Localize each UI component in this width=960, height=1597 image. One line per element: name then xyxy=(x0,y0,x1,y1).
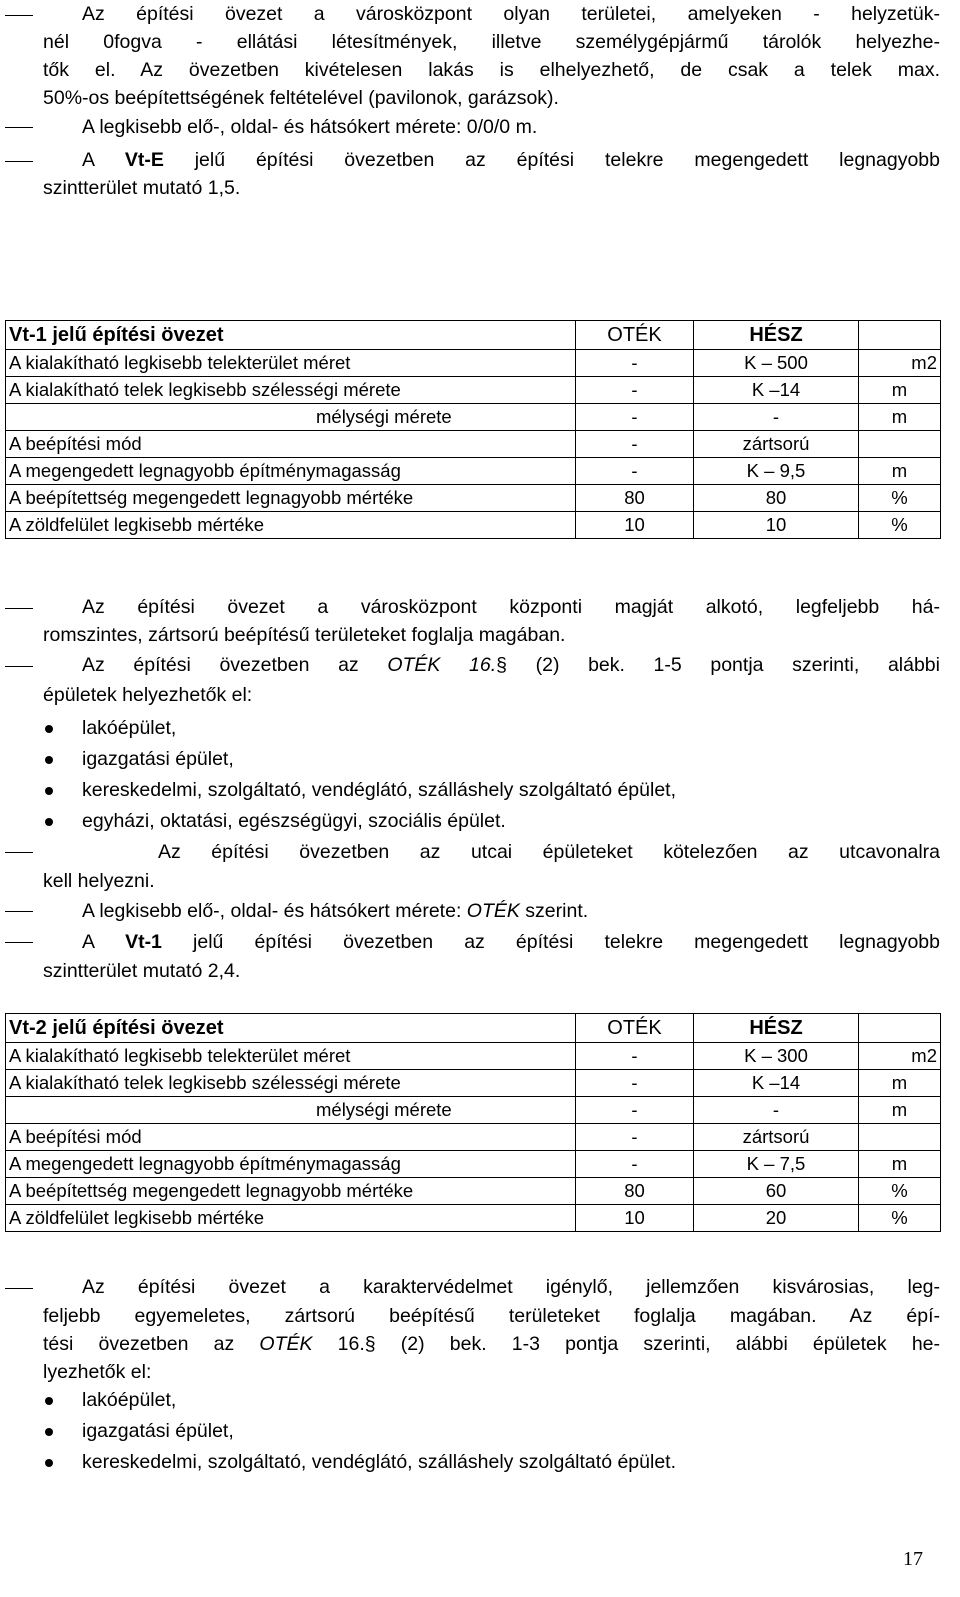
table-cell: 10 xyxy=(576,512,694,539)
text-line: 50%-os beépítettségének feltételével (pavilonok, garázsok). xyxy=(43,87,559,109)
bullet-dot xyxy=(45,756,53,764)
table-cell: zártsorú xyxy=(694,431,859,458)
zone-code: Vt-E xyxy=(124,149,164,171)
table-cell: m xyxy=(859,458,941,485)
table-cell: K – 7,5 xyxy=(694,1151,859,1178)
paragraph xyxy=(43,867,940,895)
table-cell: 20 xyxy=(694,1205,859,1232)
table-row xyxy=(6,1070,941,1097)
table-cell: - xyxy=(694,1097,859,1124)
dash-marker xyxy=(5,1288,33,1289)
text-line: feljebb egyemeletes, zártsorú beépítésű területeket foglalja magában. Az épí- xyxy=(43,1305,940,1327)
table-title: Vt-1 jelű építési övezet xyxy=(6,321,576,350)
text-line: Az építési övezet a városközpont olyan területei, amelyeken - helyzetük- xyxy=(82,3,940,25)
table-cell: A megengedett legnagyobb építménymagasság xyxy=(6,1151,576,1178)
paragraph xyxy=(82,897,940,925)
table-cell: m2 xyxy=(859,1043,941,1070)
table-cell: % xyxy=(859,1178,941,1205)
table-row xyxy=(6,485,941,512)
table-cell: A megengedett legnagyobb építménymagasság xyxy=(6,458,576,485)
table-cell xyxy=(859,1124,941,1151)
table-row xyxy=(6,1151,941,1178)
table-cell: m2 xyxy=(859,350,941,377)
text-line: kell helyezni. xyxy=(43,870,155,892)
paragraph xyxy=(43,681,940,709)
table-cell: m xyxy=(859,1070,941,1097)
list-item: kereskedelmi, szolgáltató, vendéglátó, szálláshely szolgáltató épület, xyxy=(82,779,677,801)
table-row xyxy=(6,404,941,431)
text-line xyxy=(43,1330,940,1358)
table-title: Vt-2 jelű építési övezet xyxy=(6,1014,576,1043)
paragraph xyxy=(82,1273,940,1301)
bullet-dot xyxy=(45,725,53,733)
paragraph xyxy=(43,28,940,112)
text-line: romszintes, zártsorú beépítésű területeket foglalja magában. xyxy=(43,624,566,646)
table-cell: - xyxy=(576,458,694,485)
table-cell: 10 xyxy=(694,512,859,539)
table-cell: K –14 xyxy=(694,377,859,404)
text-line: lyezhetők el: xyxy=(43,1361,152,1383)
table-cell: % xyxy=(859,512,941,539)
dash-marker xyxy=(5,666,33,667)
dash-marker xyxy=(5,942,33,943)
table-cell: mélységi mérete xyxy=(6,404,576,431)
table-header-unit xyxy=(859,1014,941,1043)
table-cell: 10 xyxy=(576,1205,694,1232)
text-line: Az építési övezet a karaktervédelmet igénylő, jellemzően kisvárosias, leg- xyxy=(82,1276,940,1298)
zoning-table-vt2 xyxy=(5,1013,941,1232)
text-line: épületek helyezhetők el: xyxy=(43,684,253,706)
paragraph xyxy=(43,174,940,202)
table-header-row xyxy=(6,321,941,350)
table-cell: A kialakítható telek legkisebb szélességi mérete xyxy=(6,1070,576,1097)
table-cell: - xyxy=(576,1124,694,1151)
table-cell: 60 xyxy=(694,1178,859,1205)
zone-code: Vt-1 xyxy=(125,931,162,953)
text-run: OTÉK xyxy=(466,900,520,922)
table-cell: zártsorú xyxy=(694,1124,859,1151)
text-run: § (2) bek. 1-5 pontja szerinti, alábbi xyxy=(496,654,940,676)
table-header-hesz: HÉSZ xyxy=(694,321,859,350)
table-cell: m xyxy=(859,404,941,431)
bullet-dot xyxy=(45,818,53,826)
table-cell: - xyxy=(576,404,694,431)
table-row xyxy=(6,431,941,458)
text-run: A xyxy=(82,931,126,953)
table-row xyxy=(6,350,941,377)
text-run: OTÉK xyxy=(259,1333,313,1355)
list-item: igazgatási épület, xyxy=(82,748,234,770)
table-cell: - xyxy=(576,431,694,458)
table-cell: - xyxy=(576,377,694,404)
dash-marker xyxy=(5,15,33,16)
text-line: Az építési övezet a városközpont központi magját alkotó, legfeljebb há- xyxy=(82,596,940,618)
table-cell: m xyxy=(859,377,941,404)
table-cell: A zöldfelület legkisebb mértéke xyxy=(6,1205,576,1232)
table-cell: - xyxy=(576,1151,694,1178)
table-cell: A kialakítható legkisebb telekterület méret xyxy=(6,1043,576,1070)
table-header-otek: OTÉK xyxy=(576,321,694,350)
zoning-table-vt1 xyxy=(5,320,941,539)
table-cell: mélységi mérete xyxy=(6,1097,576,1124)
paragraph xyxy=(82,651,940,679)
table-row xyxy=(6,377,941,404)
text-line: szintterület mutató 2,4. xyxy=(43,960,241,982)
bullet-dot xyxy=(45,1428,53,1436)
paragraph xyxy=(82,928,940,956)
table-cell: A zöldfelület legkisebb mértéke xyxy=(6,512,576,539)
paragraph xyxy=(43,1302,940,1386)
text-run: OTÉK 16. xyxy=(387,654,497,676)
bullet-dot xyxy=(45,1397,53,1405)
table-cell: A beépítési mód xyxy=(6,431,576,458)
paragraph xyxy=(158,838,940,866)
table-row xyxy=(6,1178,941,1205)
text-run: jelű építési övezetben az építési telekre megengedett legnagyobb xyxy=(163,149,940,171)
table-row xyxy=(6,1205,941,1232)
text-line: A legkisebb elő-, oldal- és hátsókert mérete: 0/0/0 m. xyxy=(82,116,538,138)
paragraph xyxy=(43,957,940,985)
dash-marker xyxy=(5,127,33,128)
table-cell: 80 xyxy=(576,485,694,512)
text-line: Az építési övezetben az utcai épületeket kötelezően az utcavonalra xyxy=(158,841,940,863)
table-cell: A kialakítható legkisebb telekterület méret xyxy=(6,350,576,377)
table-row xyxy=(6,1124,941,1151)
table-cell: K – 300 xyxy=(694,1043,859,1070)
table-header-row xyxy=(6,1014,941,1043)
table-cell: - xyxy=(576,350,694,377)
text-run: jelű építési övezetben az építési telekre megengedett legnagyobb xyxy=(161,931,940,953)
paragraph xyxy=(82,113,940,141)
table-cell: % xyxy=(859,485,941,512)
list-item: lakóépület, xyxy=(82,717,177,739)
table-cell: K – 9,5 xyxy=(694,458,859,485)
table-cell: A beépítettség megengedett legnagyobb mértéke xyxy=(6,485,576,512)
text-run: Az építési övezetben az xyxy=(82,654,388,676)
paragraph xyxy=(43,621,940,649)
table-cell: - xyxy=(694,404,859,431)
table-header-otek: OTÉK xyxy=(576,1014,694,1043)
text-run: 16.§ (2) bek. 1-3 pontja szerinti, alábbi épületek he- xyxy=(312,1333,940,1355)
paragraph xyxy=(82,0,940,28)
text-run: A legkisebb elő-, oldal- és hátsókert mérete: xyxy=(82,900,467,922)
paragraph xyxy=(82,593,940,621)
list-item: lakóépület, xyxy=(82,1389,177,1411)
table-header-unit xyxy=(859,321,941,350)
dash-marker xyxy=(5,161,33,162)
table-cell: % xyxy=(859,1205,941,1232)
list-item: igazgatási épület, xyxy=(82,1420,234,1442)
text-line: nél 0fogva - ellátási létesítmények, illetve személygépjármű tárolók helyezhe- xyxy=(43,31,940,53)
table-cell: A beépítési mód xyxy=(6,1124,576,1151)
list-item: kereskedelmi, szolgáltató, vendéglátó, szálláshely szolgáltató épület. xyxy=(82,1451,677,1473)
text-run: szerint. xyxy=(519,900,589,922)
table-row xyxy=(6,458,941,485)
table-cell: - xyxy=(576,1043,694,1070)
table-row xyxy=(6,1097,941,1124)
text-run: A xyxy=(82,149,125,171)
table-cell: - xyxy=(576,1097,694,1124)
dash-marker xyxy=(5,852,33,853)
text-run: tési övezetben az xyxy=(43,1333,260,1355)
dash-marker xyxy=(5,911,33,912)
table-cell: A kialakítható telek legkisebb szélességi mérete xyxy=(6,377,576,404)
table-cell: K – 500 xyxy=(694,350,859,377)
table-cell xyxy=(859,431,941,458)
text-line: tők el. Az övezetben kivételesen lakás is elhelyezhető, de csak a telek max. xyxy=(43,59,940,81)
table-cell: K –14 xyxy=(694,1070,859,1097)
bullet-dot xyxy=(45,1459,53,1467)
page-number: 17 xyxy=(903,1548,923,1570)
table-cell: m xyxy=(859,1097,941,1124)
table-cell: 80 xyxy=(576,1178,694,1205)
text-line: szintterület mutató 1,5. xyxy=(43,177,241,199)
table-row xyxy=(6,1043,941,1070)
dash-marker xyxy=(5,608,33,609)
table-cell: m xyxy=(859,1151,941,1178)
list-item: egyházi, oktatási, egészségügyi, szociális épület. xyxy=(82,810,506,832)
bullet-dot xyxy=(45,787,53,795)
table-cell: - xyxy=(576,1070,694,1097)
table-row xyxy=(6,512,941,539)
table-cell: A beépítettség megengedett legnagyobb mértéke xyxy=(6,1178,576,1205)
table-header-hesz: HÉSZ xyxy=(694,1014,859,1043)
table-cell: 80 xyxy=(694,485,859,512)
paragraph xyxy=(82,146,940,174)
